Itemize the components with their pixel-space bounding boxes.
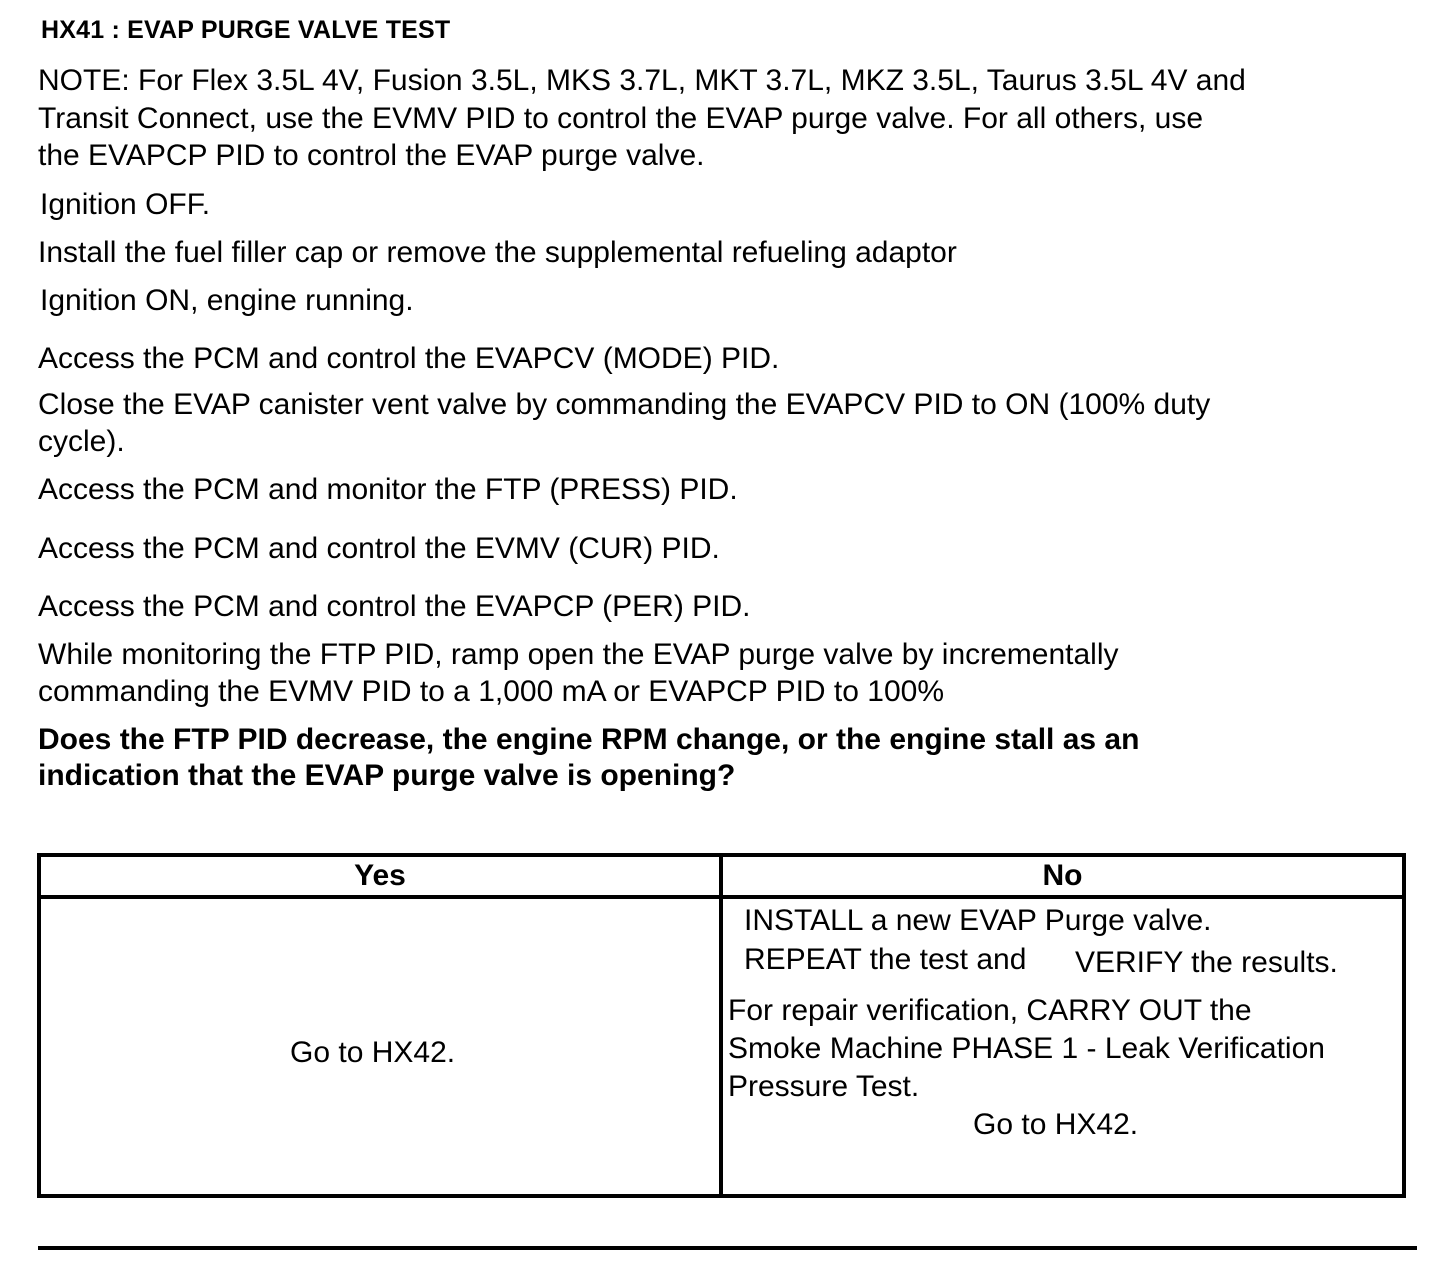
note-line-3: the EVAPCP PID to control the EVAP purge valve. xyxy=(38,139,705,172)
step-ramp-line-1: While monitoring the FTP PID, ramp open the EVAP purge valve by incrementally xyxy=(38,638,1119,671)
step-ramp-line-2: commanding the EVMV PID to a 1,000 mA or EVAPCP PID to 100% xyxy=(38,675,945,708)
page-title: HX41 : EVAP PURGE VALVE TEST xyxy=(41,16,451,44)
no-cell-repeat: REPEAT the test and xyxy=(744,943,1027,976)
bottom-rule xyxy=(38,1246,1417,1250)
table-column-divider xyxy=(719,857,723,1194)
question-line-1: Does the FTP PID decrease, the engine RPM change, or the engine stall as an xyxy=(38,723,1140,756)
step-close-vent-line-2: cycle). xyxy=(38,425,125,458)
no-header: No xyxy=(1042,859,1083,892)
step-access-evapcv: Access the PCM and control the EVAPCV (MODE) PID. xyxy=(38,342,780,375)
question-line-2: indication that the EVAP purge valve is opening? xyxy=(38,759,736,792)
no-cell-repair-line-3: Pressure Test. xyxy=(728,1070,920,1103)
step-control-evmv: Access the PCM and control the EVMV (CUR) PID. xyxy=(38,532,720,565)
no-cell-install: INSTALL a new EVAP Purge valve. xyxy=(744,904,1212,937)
table-header-divider xyxy=(41,895,1402,899)
yes-header: Yes xyxy=(354,859,406,892)
step-monitor-ftp: Access the PCM and monitor the FTP (PRESS) PID. xyxy=(38,473,738,506)
step-control-evapcp: Access the PCM and control the EVAPCP (PER) PID. xyxy=(38,590,751,623)
step-ignition-on: Ignition ON, engine running. xyxy=(40,284,414,317)
note-line-2: Transit Connect, use the EVMV PID to control the EVAP purge valve. For all others, use xyxy=(38,102,1204,135)
no-cell-repair-line-2: Smoke Machine PHASE 1 - Leak Verification xyxy=(728,1032,1325,1065)
result-table xyxy=(37,853,1406,1198)
no-cell-verify: VERIFY the results. xyxy=(1075,946,1338,979)
note-line-1: NOTE: For Flex 3.5L 4V, Fusion 3.5L, MKS 3.7L, MKT 3.7L, MKZ 3.5L, Taurus 3.5L 4V and xyxy=(38,64,1246,97)
yes-cell-goto: Go to HX42. xyxy=(290,1036,456,1069)
no-cell-repair-line-1: For repair verification, CARRY OUT the xyxy=(728,994,1252,1027)
step-ignition-off: Ignition OFF. xyxy=(40,188,211,221)
no-cell-goto: Go to HX42. xyxy=(973,1108,1139,1141)
step-install-cap: Install the fuel filler cap or remove the supplemental refueling adaptor xyxy=(38,236,957,269)
step-close-vent-line-1: Close the EVAP canister vent valve by commanding the EVAPCV PID to ON (100% duty xyxy=(38,388,1211,421)
